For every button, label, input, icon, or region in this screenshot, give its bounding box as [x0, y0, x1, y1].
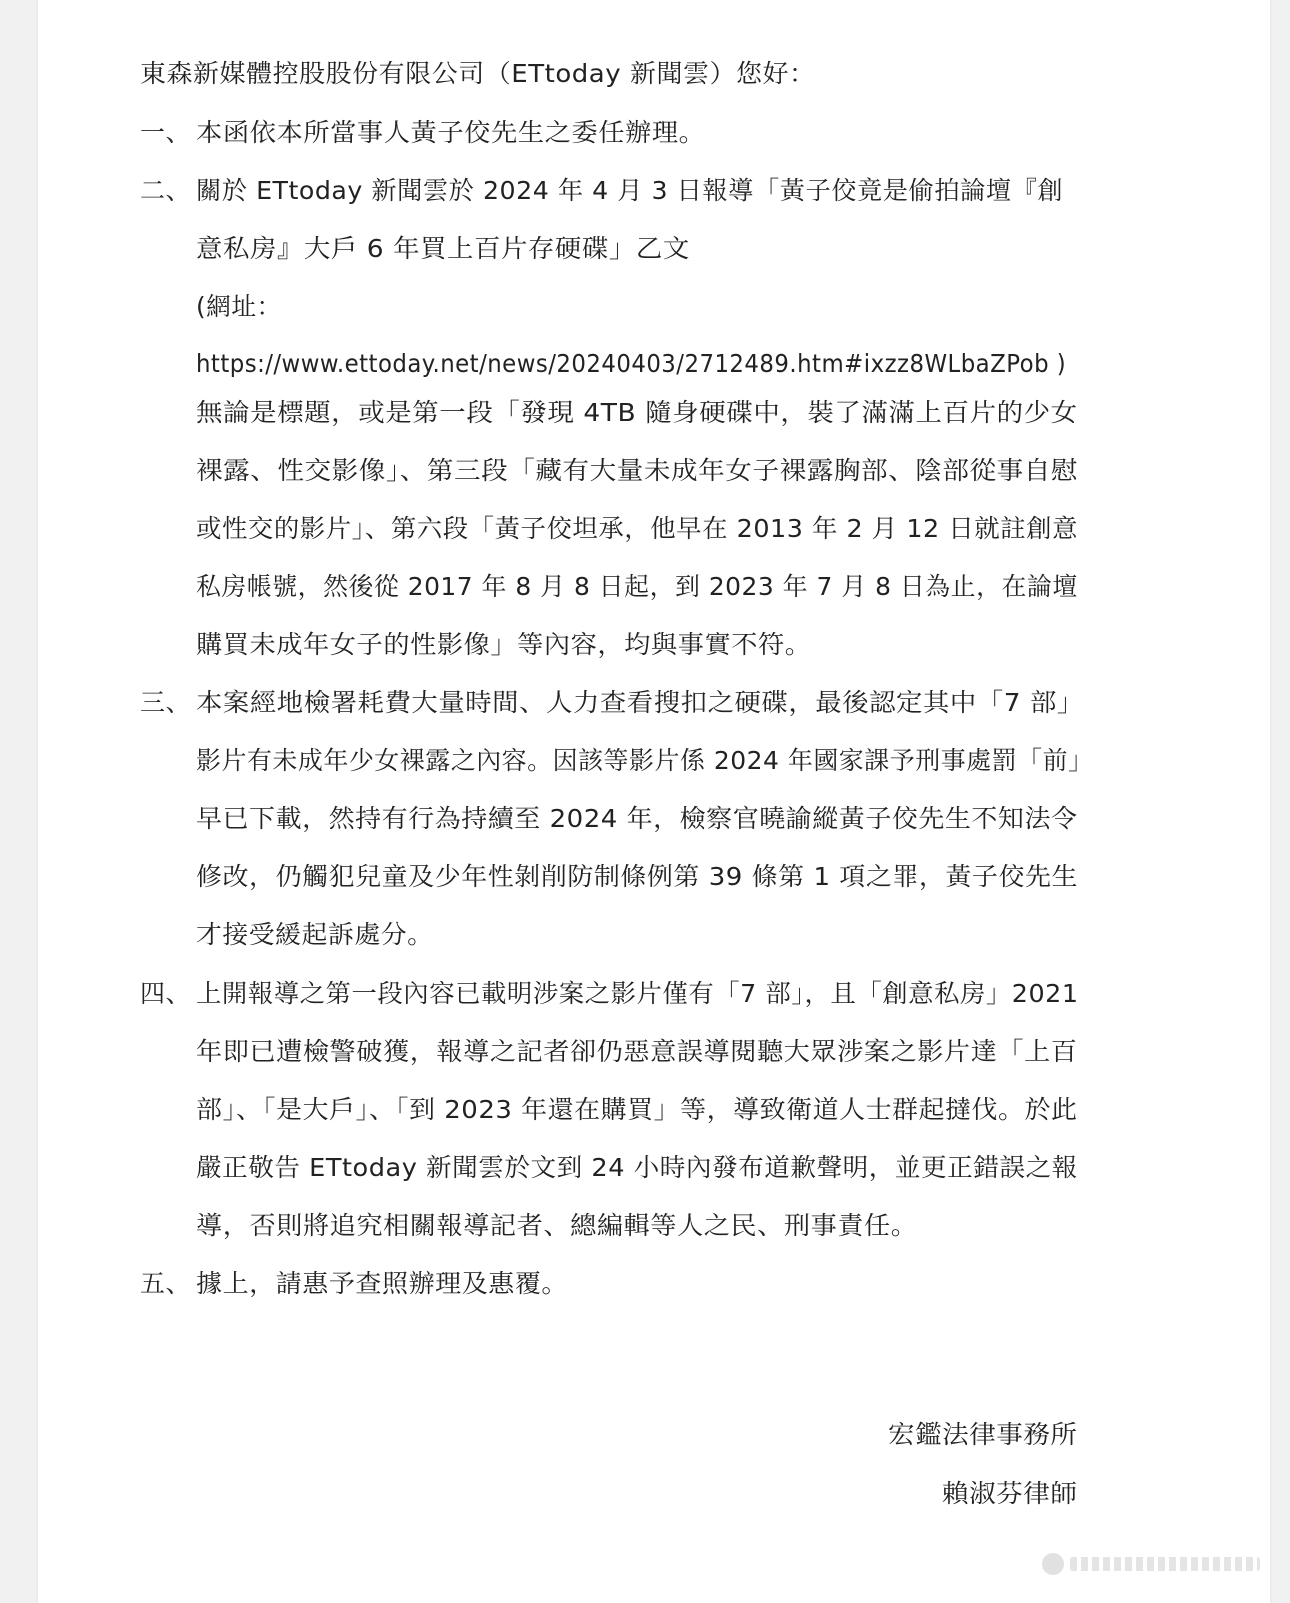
item-3-line: 本案經地檢署耗費大量時間、人力查看搜扣之硬碟，最後認定其中「7 部」	[196, 688, 1084, 717]
item-2-number: 二、	[140, 176, 192, 205]
item-2-line: 意私房』大戶 6 年買上百片存硬碟」乙文	[196, 234, 690, 263]
item-2-line: 私房帳號，然後從 2017 年 8 月 8 日起，到 2023 年 7 月 8 日為止，在論壇	[196, 572, 1078, 601]
item-2-line: 關於 ETtoday 新聞雲於 2024 年 4 月 3 日報導「黃子佼竟是偷拍論壇『創	[196, 176, 1064, 205]
watermark-logo-icon	[1042, 1553, 1064, 1575]
salutation: 東森新媒體控股股份有限公司（ETtoday 新聞雲）您好：	[140, 59, 816, 88]
url-text: https://www.ettoday.net/news/20240403/2712489.htm#ixzz8WLbaZPob )	[196, 349, 1067, 378]
item-4-line: 年即已遭檢警破獲，報導之記者卻仍惡意誤導閱聽大眾涉案之影片達「上百	[196, 1037, 1078, 1066]
item-4-number: 四、	[140, 979, 192, 1008]
item-3-line: 修改，仍觸犯兒童及少年性剝削防制條例第 39 條第 1 項之罪，黃子佼先生	[196, 862, 1079, 891]
item-2-line: 購買未成年女子的性影像」等內容，均與事實不符。	[196, 630, 812, 659]
item-3-number: 三、	[140, 688, 192, 717]
item-3-line: 早已下載，然持有行為持續至 2024 年，檢察官曉諭縱黃子佼先生不知法令	[196, 804, 1078, 833]
item-4-line: 嚴正敬告 ETtoday 新聞雲於文到 24 小時內發布道歉聲明，並更正錯誤之報	[196, 1153, 1078, 1182]
item-2-line: 裸露、性交影像」、第三段「藏有大量未成年女子裸露胸部、陰部從事自慰	[196, 456, 1079, 485]
item-2-line: 或性交的影片」、第六段「黃子佼坦承，他早在 2013 年 2 月 12 日就註創意	[196, 514, 1079, 543]
item-3-line: 影片有未成年少女裸露之內容。因該等影片係 2024 年國家課予刑事處罰「前」	[196, 746, 1094, 775]
item-3-line: 才接受緩起訴處分。	[196, 920, 434, 949]
item-1-line: 本函依本所當事人黃子佼先生之委任辦理。	[196, 118, 706, 147]
item-4-line: 部」、「是大戶」、「到 2023 年還在購買」等，導致衛道人士群起撻伐。於此	[196, 1095, 1078, 1124]
item-5-number: 五、	[140, 1269, 192, 1298]
item-4-line: 導，否則將追究相關報導記者、總編輯等人之民、刑事責任。	[196, 1211, 918, 1240]
item-4-line: 上開報導之第一段內容已載明涉案之影片僅有「7 部」，且「創意私房」2021	[196, 979, 1079, 1008]
item-1-number: 一、	[140, 118, 192, 147]
watermark-mark	[1070, 1557, 1260, 1571]
watermark	[1042, 1553, 1260, 1575]
item-2-line: 無論是標題，或是第一段「發現 4TB 隨身硬碟中，裝了滿滿上百片的少女	[196, 398, 1078, 427]
law-firm-name: 宏鑑法律事務所	[888, 1420, 1078, 1449]
item-5-line: 據上，請惠予查照辦理及惠覆。	[196, 1269, 569, 1298]
lawyer-name: 賴淑芬律師	[942, 1479, 1078, 1508]
item-2-line: (網址：	[196, 292, 282, 321]
